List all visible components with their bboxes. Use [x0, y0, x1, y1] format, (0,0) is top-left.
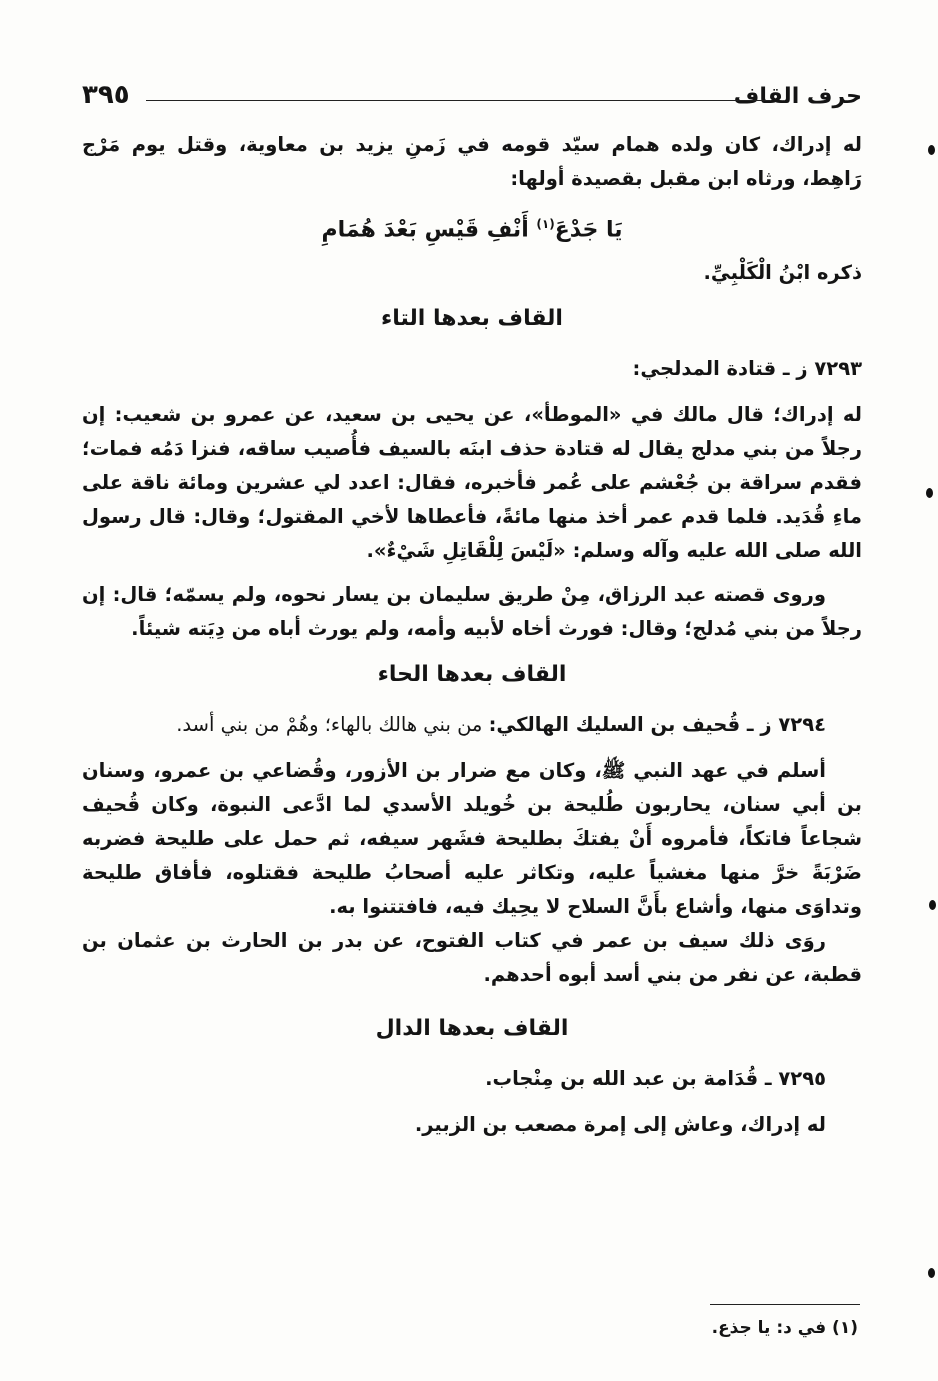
section-heading-taa: القاف بعدها التاء	[381, 306, 563, 332]
verse-part-a: يَا جَدْعَ	[554, 217, 623, 243]
entry-7295-paragraph-1: له إدراك، وعاش إلى إمرة مصعب بن الزبير.	[414, 1113, 826, 1137]
source-line: ذكره ابْنُ الْكَلْبِيِّ.	[703, 261, 862, 285]
entry-7294-title: ٧٢٩٤ ز ـ قُحيف بن السليك الهالكي:	[488, 713, 826, 737]
running-title: حرف القاف	[733, 84, 862, 109]
page-header	[82, 78, 862, 114]
footnote-marker: (١)	[536, 217, 555, 231]
entry-7294-paragraph-1: أسلم في عهد النبي ﷺ، وكان مع ضرار بن الأزور، وقُضاعي بن عمرو، وسنان بن أبي سنان، يحاربون طُليحة بن خُويلد الأسدي لما ادَّعى النبوة، وكان قُحيف شجاعاً فاتكاً، فأمروه أَنْ يفتكَ بطليحة فشَهر سيفه، ثم حمل على طليحة فضربه ضَرْبَةً خرَّ منها مغشياً عليه، وتكاثر عليه أصحابُ طليحة فقتلوه، فأفاق طليحة وتداوَى منها، وأشاع بأَنَّ السلاح لا يحِيك فيه، فافتتنوا به.	[82, 759, 862, 919]
scan-mark	[926, 488, 933, 498]
intro-paragraph: له إدراك، كان ولده همام سيّد قومه في زَمنِ يزيد بن معاوية، وقتل يوم مَرْج رَاهِط، ورثاه ابن مقبل بقصيدة أولها:	[82, 133, 862, 190]
entry-7294-paragraph-2: روَى ذلك سيف بن عمر في كتاب الفتوح، عن بدر بن الحارث بن عثمان بن قطبة، عن نفر من بني أسد أبوه أحدهم.	[82, 929, 862, 987]
entry-7295-heading: ٧٢٩٥ ـ قُدَامة بن عبد الله بن مِنْجاب.	[485, 1067, 826, 1091]
entry-7294-heading	[82, 708, 862, 742]
footnote: (١) في د: يا جذع.	[711, 1318, 858, 1338]
entry-7293-paragraph-1: له إدراك؛ قال مالك في «الموطأ»، عن يحيى بن سعيد، عن عمرو بن شعيب: إن رجلاً من بني مدلج يقال له قتادة حذف ابنَه بالسيف فأُصيب ساقه، فنزا دَمُه فمات؛ فقدم سراقة بن جُعْشم على عُمر فأخبره، فقال: اعدد لي عشرين ومائة ناقة على ماءِ قُدَيد. فلما قدم عمر أخذ منها مائةً، فأعطاها لأخي المقتول؛ وقال: قال رسول الله صلى الله عليه وآله وسلم: «لَيْسَ لِلْقَاتِلِ شَيْءٌ».	[82, 403, 862, 563]
footnote-rule	[710, 1304, 860, 1305]
header-rule	[146, 100, 770, 101]
scan-mark	[929, 900, 936, 910]
section-heading-haa: القاف بعدها الحاء	[377, 662, 567, 688]
page-number: ٣٩٥	[82, 80, 130, 110]
entry-7293-paragraph-2: وروى قصته عبد الرزاق، مِنْ طريق سليمان بن يسار نحوه، ولم يسمّه؛ قال: إن رجلاً من بني مُدلج؛ وقال: فورث أخاه لأبيه وأمه، ولم يورث أباه من دِيَته شيئاً.	[82, 583, 862, 641]
page-body	[82, 128, 862, 1142]
section-heading-dal: القاف بعدها الدال	[375, 1016, 569, 1042]
entry-7293-heading: ٧٢٩٣ ز ـ قتادة المدلجي:	[632, 357, 862, 381]
scan-mark	[928, 1268, 935, 1278]
verse-part-b: أَنْفِ قَيْسِ بَعْدَ هُمَامِ	[321, 217, 537, 243]
entry-7294-lineage: من بني هالك بالهاء؛ وهُمْ من بني أسد.	[176, 713, 489, 737]
scan-mark	[928, 145, 935, 155]
poem-verse	[82, 204, 862, 250]
